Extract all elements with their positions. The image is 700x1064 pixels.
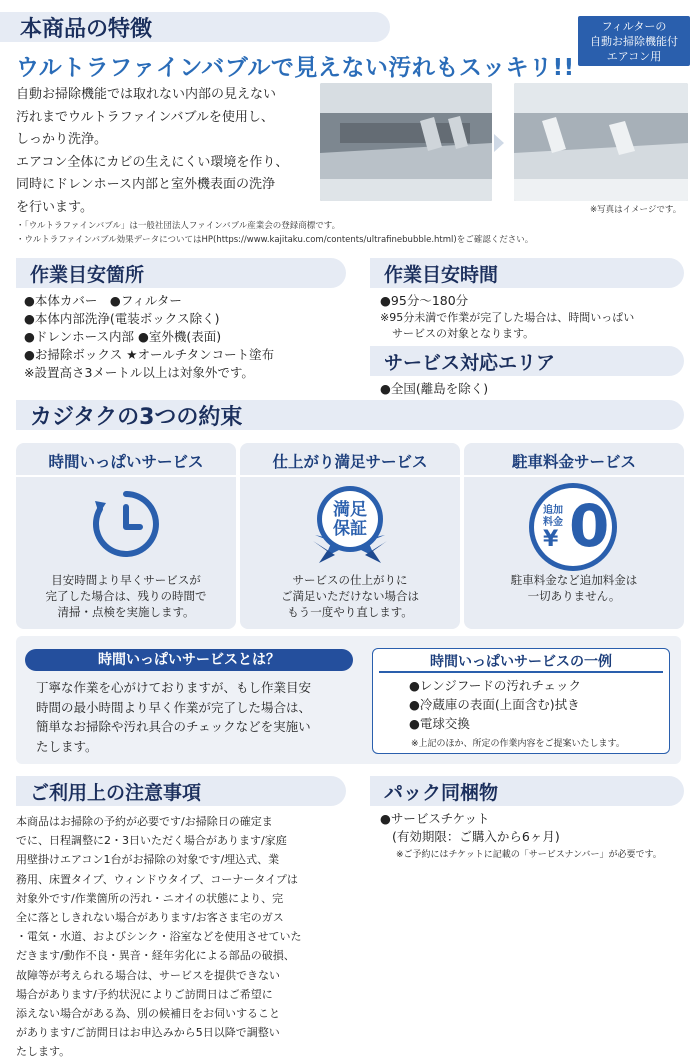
features-title-band [0, 12, 390, 42]
body-line: 簡単なお掃除や汚れ具合のチェックなどを実施い [36, 719, 311, 734]
notes-line: 故障等が考えられる場合は、サービスを提供できない [16, 968, 280, 982]
desc-line: ご満足いただけない場合は [281, 589, 419, 603]
body-line: 時間の最小時間より早く作業が完了した場合は、 [36, 699, 312, 715]
notes-line: があります/ご訪問日はお申込みから5日以降で調整い [16, 1026, 280, 1040]
example-item: ●レンジフードの汚れチェック [409, 678, 582, 693]
intro-line: 汚れまでウルトラファインバブルを使用し、 [16, 109, 274, 125]
desc-line: 完了した場合は、残りの時間で [45, 589, 207, 603]
card-title: 仕上がり満足サービス [272, 453, 428, 471]
desc-line: サービスの仕上がりに [292, 573, 408, 587]
pack-title-band [370, 776, 684, 806]
card-divider [240, 475, 460, 477]
badge-text [332, 501, 368, 539]
badge-line: 満足 [333, 500, 367, 520]
work-time-title-band [370, 258, 684, 288]
footnote-hp: ・ウルトラファインバブル効果データについてはHP(https://www.kajitaku.com/contents/ultrafinebubble.html)をご確認ください。 [16, 235, 534, 245]
card-desc [464, 572, 684, 604]
card-divider [16, 475, 236, 477]
list-item: ●本体内部洗浄(電装ボックス除く) [24, 311, 220, 326]
example-item: ●電球交換 [409, 716, 470, 731]
promise-card-satisfaction [240, 443, 460, 629]
badge-line: 料金 [543, 517, 563, 528]
notes-title: ご利用上の注意事項 [30, 782, 202, 804]
intro-line: しっかり洗浄。 [16, 132, 108, 147]
notes-line: 用壁掛けエアコン1台がお掃除の対象です/埋込式、業 [16, 853, 280, 867]
work-areas-title: 作業目安箇所 [30, 264, 145, 286]
example-note: ※上記のほか、所定の作業内容をご提案いたします。 [411, 739, 625, 749]
work-time-title: 作業目安時間 [384, 264, 499, 286]
promises-title-band [16, 400, 684, 430]
example-title: 時間いっぱいサービスの一例 [430, 654, 612, 670]
promise-card-parking [464, 443, 684, 629]
desc-line: 清掃・点検を実施します。 [57, 605, 195, 619]
after-photo [514, 83, 688, 201]
footnote-trademark: ・「ウルトラファインバブル」は一般社団法人ファインバブル産業会の登録商標です。 [16, 221, 341, 231]
work-areas-title-band [16, 258, 346, 288]
intro-line: 同時にドレンホース内部と室外機表面の洗浄 [16, 177, 276, 192]
notes-line: でに、日程調整に2・3日いただく場合があります/家庭 [16, 834, 287, 848]
work-time-value: ●95分～180分 [380, 293, 469, 308]
list-item: ●お掃除ボックス ★オールチタンコート塗布 [24, 347, 275, 362]
photo-note: ※写真はイメージです。 [590, 205, 682, 215]
work-time-notes [380, 310, 634, 342]
note-line: ※95分未満で作業が完了した場合は、時間いっぱい [380, 311, 635, 324]
notes-line: 対象外です/作業箇所の汚れ・ニオイの状態により、完 [16, 891, 284, 905]
yen-symbol: ¥ [543, 527, 559, 552]
full-time-body [36, 678, 358, 756]
intro-line: を行います。 [16, 199, 93, 215]
zero-digit: 0 [569, 492, 610, 560]
notes-body [16, 812, 328, 1062]
example-item: ●冷蔵庫の表面(上面含む)拭き [409, 697, 580, 712]
notes-line: だきます/動作不良・異音・経年劣化による部品の破損、 [16, 949, 295, 963]
notes-line: 場合があります/予約状況によりご訪問日はご希望に [16, 987, 273, 1001]
service-area-title: サービス対応エリア [384, 352, 556, 374]
tag-line: エアコン用 [606, 50, 662, 63]
card-desc [240, 572, 460, 620]
notes-line: 務用、床置タイプ、ウィンドウタイプ、コーナータイプは [16, 872, 298, 886]
pack-title: パック同梱物 [384, 782, 499, 804]
before-photo [320, 83, 492, 201]
example-divider [379, 671, 663, 673]
desc-line: 一切ありません。 [527, 589, 621, 603]
body-line: たします。 [36, 738, 98, 754]
service-area-value: ●全国(離島を除く) [380, 381, 489, 396]
work-areas-list [24, 292, 274, 382]
card-desc [16, 572, 236, 620]
intro-line: エアコン全体にカビの生えにくい環境を作り、 [16, 154, 289, 170]
card-title: 駐車料金サービス [511, 453, 636, 471]
notes-line: 添えない場合がある為、別の候補日をお伺いすること [16, 1007, 280, 1021]
pack-note: ※ご予約にはチケットに記載の「サービスナンバー」が必要です。 [396, 850, 662, 860]
notes-line: 本商品はお掃除の予約が必要です/お掃除日の確定ま [16, 815, 273, 828]
notes-line: 全に落としきれない場合があります/お客さま宅のガス [16, 911, 284, 925]
list-item: ●本体カバー ●フィルター [24, 293, 182, 308]
body-line: 丁寧な作業を心がけておりますが、もし作業目安 [36, 680, 312, 695]
after-photo-illustration [514, 83, 688, 201]
badge-small-text [543, 505, 563, 529]
tag-line: フィルターの [601, 20, 667, 33]
card-title: 時間いっぱいサービス [48, 453, 204, 471]
example-list [409, 676, 581, 733]
notes-line: たします。 [16, 1045, 71, 1059]
clock-icon [91, 489, 161, 559]
note-line: サービスの対象となります。 [392, 327, 535, 340]
desc-line: 目安時間より早くサービスが [51, 573, 201, 587]
intro-text [16, 84, 306, 219]
badge-line: 保証 [333, 519, 367, 539]
zero-yen-icon [529, 483, 617, 571]
notes-title-band [16, 776, 346, 806]
before-photo-illustration [320, 83, 492, 201]
list-item: ※設置高さ3メートル以上は対象外です。 [24, 365, 254, 380]
example-box [372, 648, 670, 754]
desc-line: もう一度やり直します。 [287, 605, 413, 619]
badge-line: 追加 [543, 505, 563, 516]
card-divider [464, 475, 684, 477]
intro-line: 自動お掃除機能では取れない内部の見えない [16, 87, 277, 102]
product-tag [578, 16, 690, 66]
pack-validity: (有効期限：ご購入から6ヶ月) [392, 829, 560, 844]
promises-title: カジタクの3つの約束 [30, 405, 243, 430]
arrow-icon [494, 134, 504, 152]
notes-line: ・電気・水道、およびシンク・浴室などを使用させていた [16, 930, 302, 944]
desc-line: 駐車料金など追加料金は [510, 573, 638, 587]
headline: ウルトラファインバブルで見えない汚れもスッキリ!! [16, 55, 575, 81]
pack-item: ●サービスチケット [380, 811, 490, 826]
full-time-title: 時間いっぱいサービスとは？ [25, 649, 353, 671]
promise-card-full-time [16, 443, 236, 629]
features-title: 本商品の特徴 [20, 17, 153, 42]
tag-line: 自動お掃除機能付 [590, 35, 678, 48]
service-area-title-band [370, 346, 684, 376]
list-item: ●ドレンホース内部 ●室外機(表面) [24, 329, 222, 344]
